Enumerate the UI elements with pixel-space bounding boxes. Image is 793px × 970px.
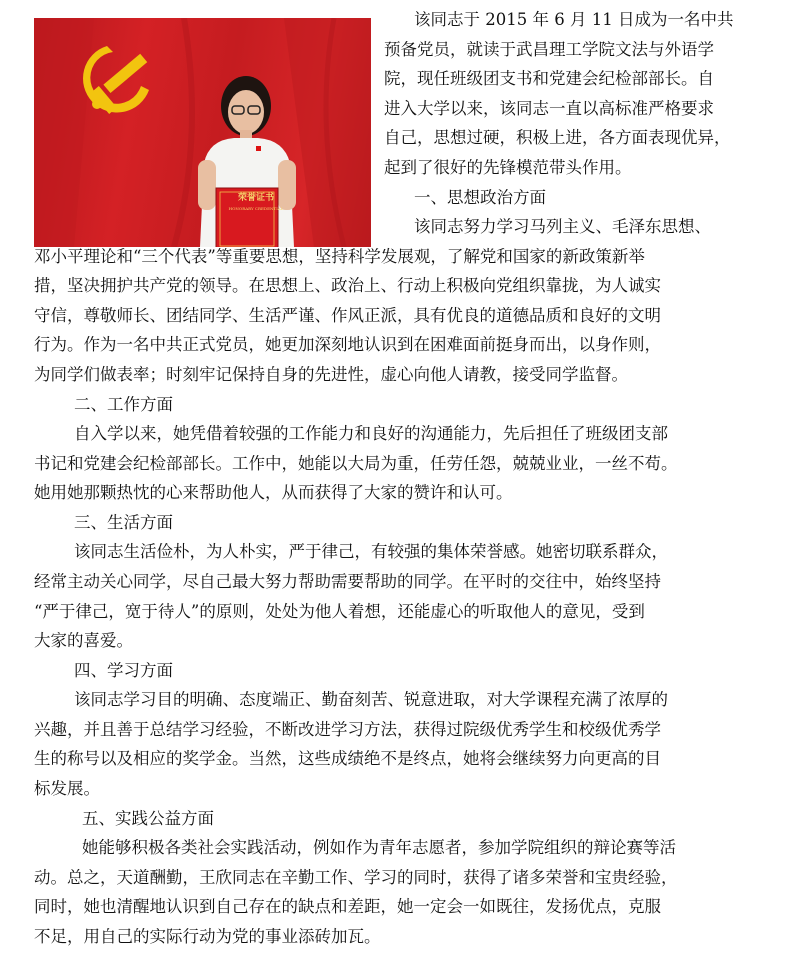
paragraph-intro-line-1: 该同志于 2015 年 6 月 11 日成为一名中共 bbox=[414, 10, 734, 29]
paragraph-intro-line-4: 进入大学以来，该同志一直以高标准严格要求 bbox=[384, 99, 714, 118]
paragraph-work-line-3: 她用她那颗热忱的心来帮助他人，从而获得了大家的赞许和认可。 bbox=[34, 483, 513, 502]
paragraph-practice-line-2: 动。总之，天道酬勤，王欣同志在辛勤工作、学习的同时，获得了诸多荣誉和宝贵经验， bbox=[34, 868, 678, 887]
party-emblem-icon bbox=[83, 46, 149, 114]
photo bbox=[34, 18, 371, 247]
paragraph-intro-line-2: 预备党员，就读于武昌理工学院文法与外语学 bbox=[384, 40, 714, 59]
section-heading-practice: 五、实践公益方面 bbox=[82, 809, 214, 828]
paragraph-politics-line-5: 行为。作为一名中共正式党员，她更加深刻地认识到在困难面前挺身而出，以身作则， bbox=[34, 335, 661, 354]
student-figure bbox=[198, 76, 296, 247]
paragraph-study-line-2: 兴趣，并且善于总结学习经验，不断改进学习方法，获得过院级优秀学生和校级优秀学 bbox=[34, 720, 661, 739]
paragraph-life-line-3: “严于律己，宽于待人”的原则，处处为他人着想，还能虚心的听取他人的意见，受到 bbox=[34, 602, 645, 621]
paragraph-practice-line-4: 不足，用自己的实际行动为党的事业添砖加瓦。 bbox=[34, 927, 381, 946]
section-heading-life: 三、生活方面 bbox=[74, 513, 173, 532]
paragraph-politics-line-6: 为同学们做表率；时刻牢记保持自身的先进性，虚心向他人请教，接受同学监督。 bbox=[34, 365, 628, 384]
paragraph-study-line-4: 标发展。 bbox=[34, 779, 100, 798]
paragraph-intro-line-3: 院，现任班级团支书和党建会纪检部部长。自 bbox=[384, 69, 714, 88]
paragraph-study-line-1: 该同志学习目的明确、态度端正、勤奋刻苦、锐意进取，对大学课程充满了浓厚的 bbox=[74, 690, 668, 709]
paragraph-work-line-1: 自入学以来，她凭借着较强的工作能力和良好的沟通能力，先后担任了班级团支部 bbox=[74, 424, 668, 443]
paragraph-politics-line-4: 守信，尊敬师长、团结同学、生活严谨、作风正派，具有优良的道德品质和良好的文明 bbox=[34, 306, 661, 325]
paragraph-life-line-1: 该同志生活俭朴，为人朴实，严于律己，有较强的集体荣誉感。她密切联系群众， bbox=[74, 542, 668, 561]
paragraph-practice-line-1: 她能够积极各类社会实践活动，例如作为青年志愿者，参加学院组织的辩论赛等活 bbox=[82, 838, 676, 857]
paragraph-politics-line-1: 该同志努力学习马列主义、毛泽东思想、 bbox=[414, 217, 711, 236]
paragraph-politics-line-2: 邓小平理论和“三个代表”等重要思想，坚持科学发展观，了解党和国家的新政策新举 bbox=[34, 247, 645, 266]
paragraph-work-line-2: 书记和党建会纪检部部长。工作中，她能以大局为重，任劳任怨，兢兢业业，一丝不苟。 bbox=[34, 454, 678, 473]
paragraph-life-line-4: 大家的喜爱。 bbox=[34, 631, 133, 650]
paragraph-practice-line-3: 同时，她也清醒地认识到自己存在的缺点和差距，她一定会一如既往，发扬优点，克服 bbox=[34, 897, 661, 916]
section-heading-politics: 一、思想政治方面 bbox=[414, 188, 546, 207]
certificate-title: 荣誉证书 bbox=[237, 193, 274, 203]
paragraph-study-line-3: 生的称号以及相应的奖学金。当然，这些成绩绝不是终点，她将会继续努力向更高的目 bbox=[34, 749, 661, 768]
certificate-subtitle: HONORARY CREDENTIAL bbox=[228, 206, 284, 211]
photo-illustration bbox=[34, 18, 371, 247]
paragraph-intro-line-5: 自己，思想过硬，积极上进，各方面表现优异， bbox=[384, 128, 731, 147]
section-heading-work: 二、工作方面 bbox=[74, 395, 173, 414]
section-heading-study: 四、学习方面 bbox=[74, 661, 173, 680]
paragraph-intro-line-6: 起到了很好的先锋模范带头作用。 bbox=[384, 158, 632, 177]
paragraph-life-line-2: 经常主动关心同学，尽自己最大努力帮助需要帮助的同学。在平时的交往中，始终坚持 bbox=[34, 572, 661, 591]
paragraph-politics-line-3: 措，坚决拥护共产党的领导。在思想上、政治上、行动上积极向党组织靠拢，为人诚实 bbox=[34, 276, 661, 295]
